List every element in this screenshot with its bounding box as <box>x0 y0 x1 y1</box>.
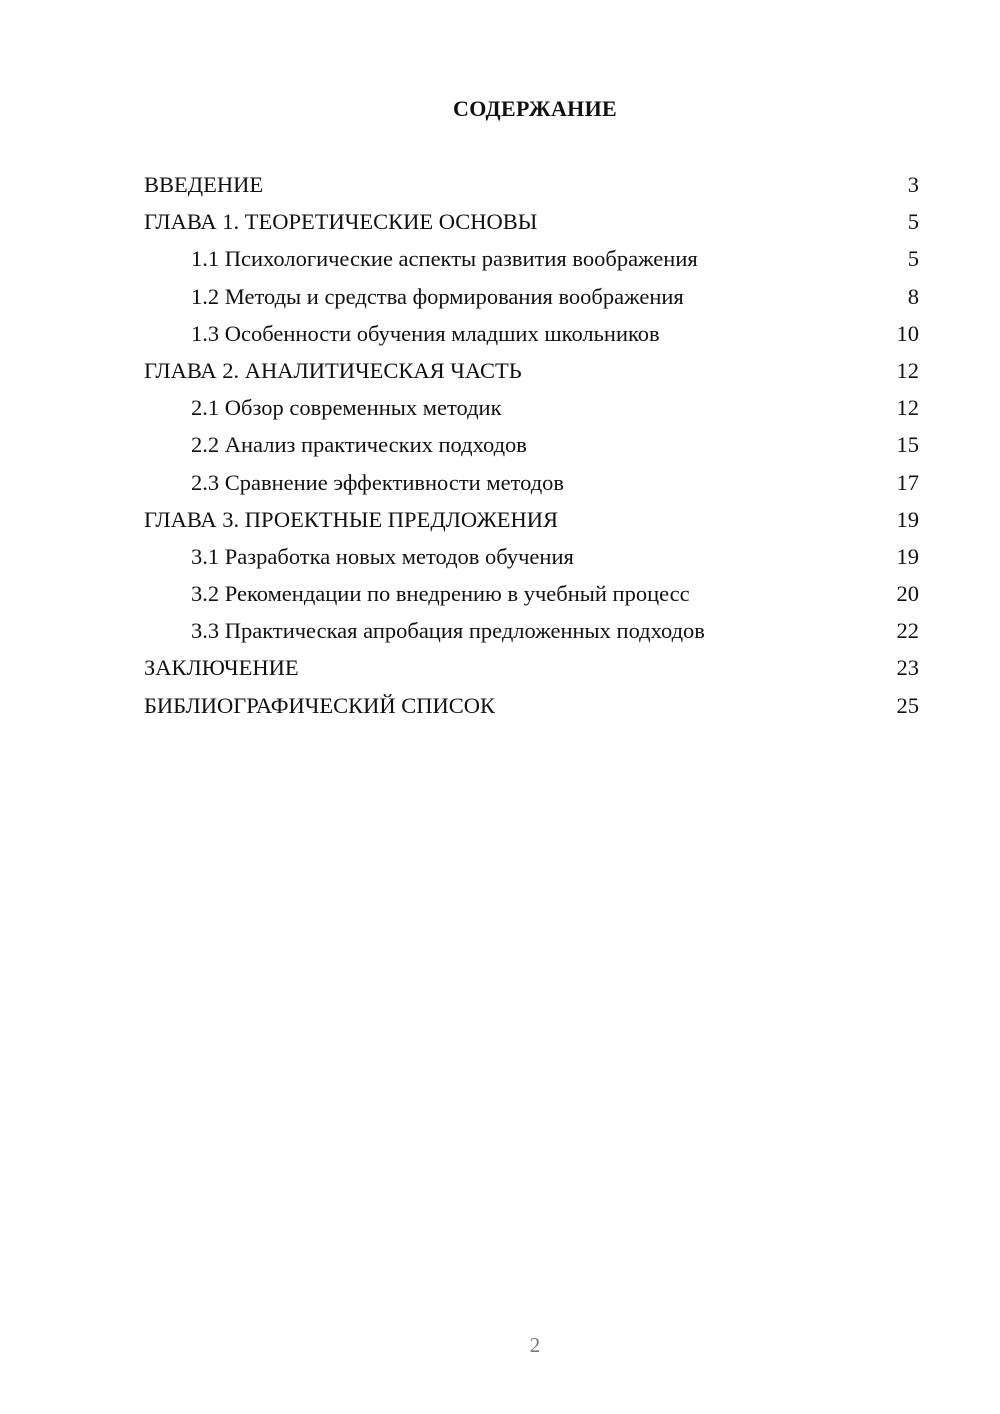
toc-entry-label: 3.1 Разработка новых методов обучения <box>191 543 574 569</box>
toc-entry-section-2-1 <box>144 389 919 426</box>
toc-entry-label: ВВЕДЕНИЕ <box>144 172 264 197</box>
toc-entry-page: 23 <box>896 655 919 681</box>
toc-entry-label: 1.2 Методы и средства формирования воображения <box>191 283 684 309</box>
toc-entry-label: 2.3 Сравнение эффективности методов <box>191 469 565 495</box>
toc-entry-page: 5 <box>907 209 919 235</box>
toc-entry-conclusion <box>144 649 919 686</box>
toc-entry-section-3-2 <box>144 575 919 612</box>
toc-entry-chapter-1 <box>144 203 919 240</box>
toc-entry-page: 12 <box>896 395 919 421</box>
toc-entry-label: 2.2 Анализ практических подходов <box>191 432 527 458</box>
toc-entry-section-3-3 <box>144 612 919 649</box>
toc-entry-label: ГЛАВА 1. ТЕОРЕТИЧЕСКИЕ ОСНОВЫ <box>144 209 538 235</box>
toc-entry-page: 19 <box>896 543 919 569</box>
toc-title: СОДЕРЖАНИЕ <box>453 96 617 121</box>
toc-entry-label: 3.3 Практическая апробация предложенных подходов <box>191 618 705 644</box>
toc-entry-label: 1.3 Особенности обучения младших школьников <box>191 320 660 346</box>
toc-entry-page: 15 <box>896 432 919 458</box>
toc-entry-page: 25 <box>896 692 919 718</box>
toc-entry-chapter-2 <box>144 352 919 389</box>
toc-entry-section-2-3 <box>144 464 919 501</box>
toc-entry-page: 17 <box>896 469 919 495</box>
toc-entry-label: 1.1 Психологические аспекты развития воображения <box>191 246 698 272</box>
table-of-contents <box>144 166 919 724</box>
toc-entry-section-3-1 <box>144 538 919 575</box>
toc-entry-section-1-3 <box>144 315 919 352</box>
toc-entry-page: 12 <box>896 357 919 383</box>
toc-entry-chapter-3 <box>144 501 919 538</box>
toc-entry-label: 3.2 Рекомендации по внедрению в учебный процесс <box>191 581 690 607</box>
toc-entry-page: 10 <box>896 320 919 346</box>
toc-entry-label: ГЛАВА 3. ПРОЕКТНЫЕ ПРЕДЛОЖЕНИЯ <box>144 506 559 532</box>
toc-entry-section-2-2 <box>144 426 919 463</box>
toc-entry-section-1-2 <box>144 278 919 315</box>
toc-entry-label: 2.1 Обзор современных методик <box>191 395 502 421</box>
toc-entry-label: ЗАКЛЮЧЕНИЕ <box>144 655 299 681</box>
toc-entry-page: 5 <box>907 246 919 272</box>
page-number: 2 <box>529 1333 541 1357</box>
toc-entry-label: БИБЛИОГРАФИЧЕСКИЙ СПИСОК <box>144 692 496 718</box>
toc-entry-page: 20 <box>896 581 919 607</box>
toc-entry-bibliography <box>144 687 919 724</box>
toc-entry-introduction <box>144 166 919 203</box>
toc-entry-label: ГЛАВА 2. АНАЛИТИЧЕСКАЯ ЧАСТЬ <box>144 357 522 383</box>
toc-entry-page: 3 <box>907 172 919 197</box>
toc-entry-page: 22 <box>896 618 919 644</box>
toc-entry-section-1-1 <box>144 240 919 277</box>
toc-entry-page: 8 <box>907 283 919 309</box>
toc-entry-page: 19 <box>896 506 919 532</box>
